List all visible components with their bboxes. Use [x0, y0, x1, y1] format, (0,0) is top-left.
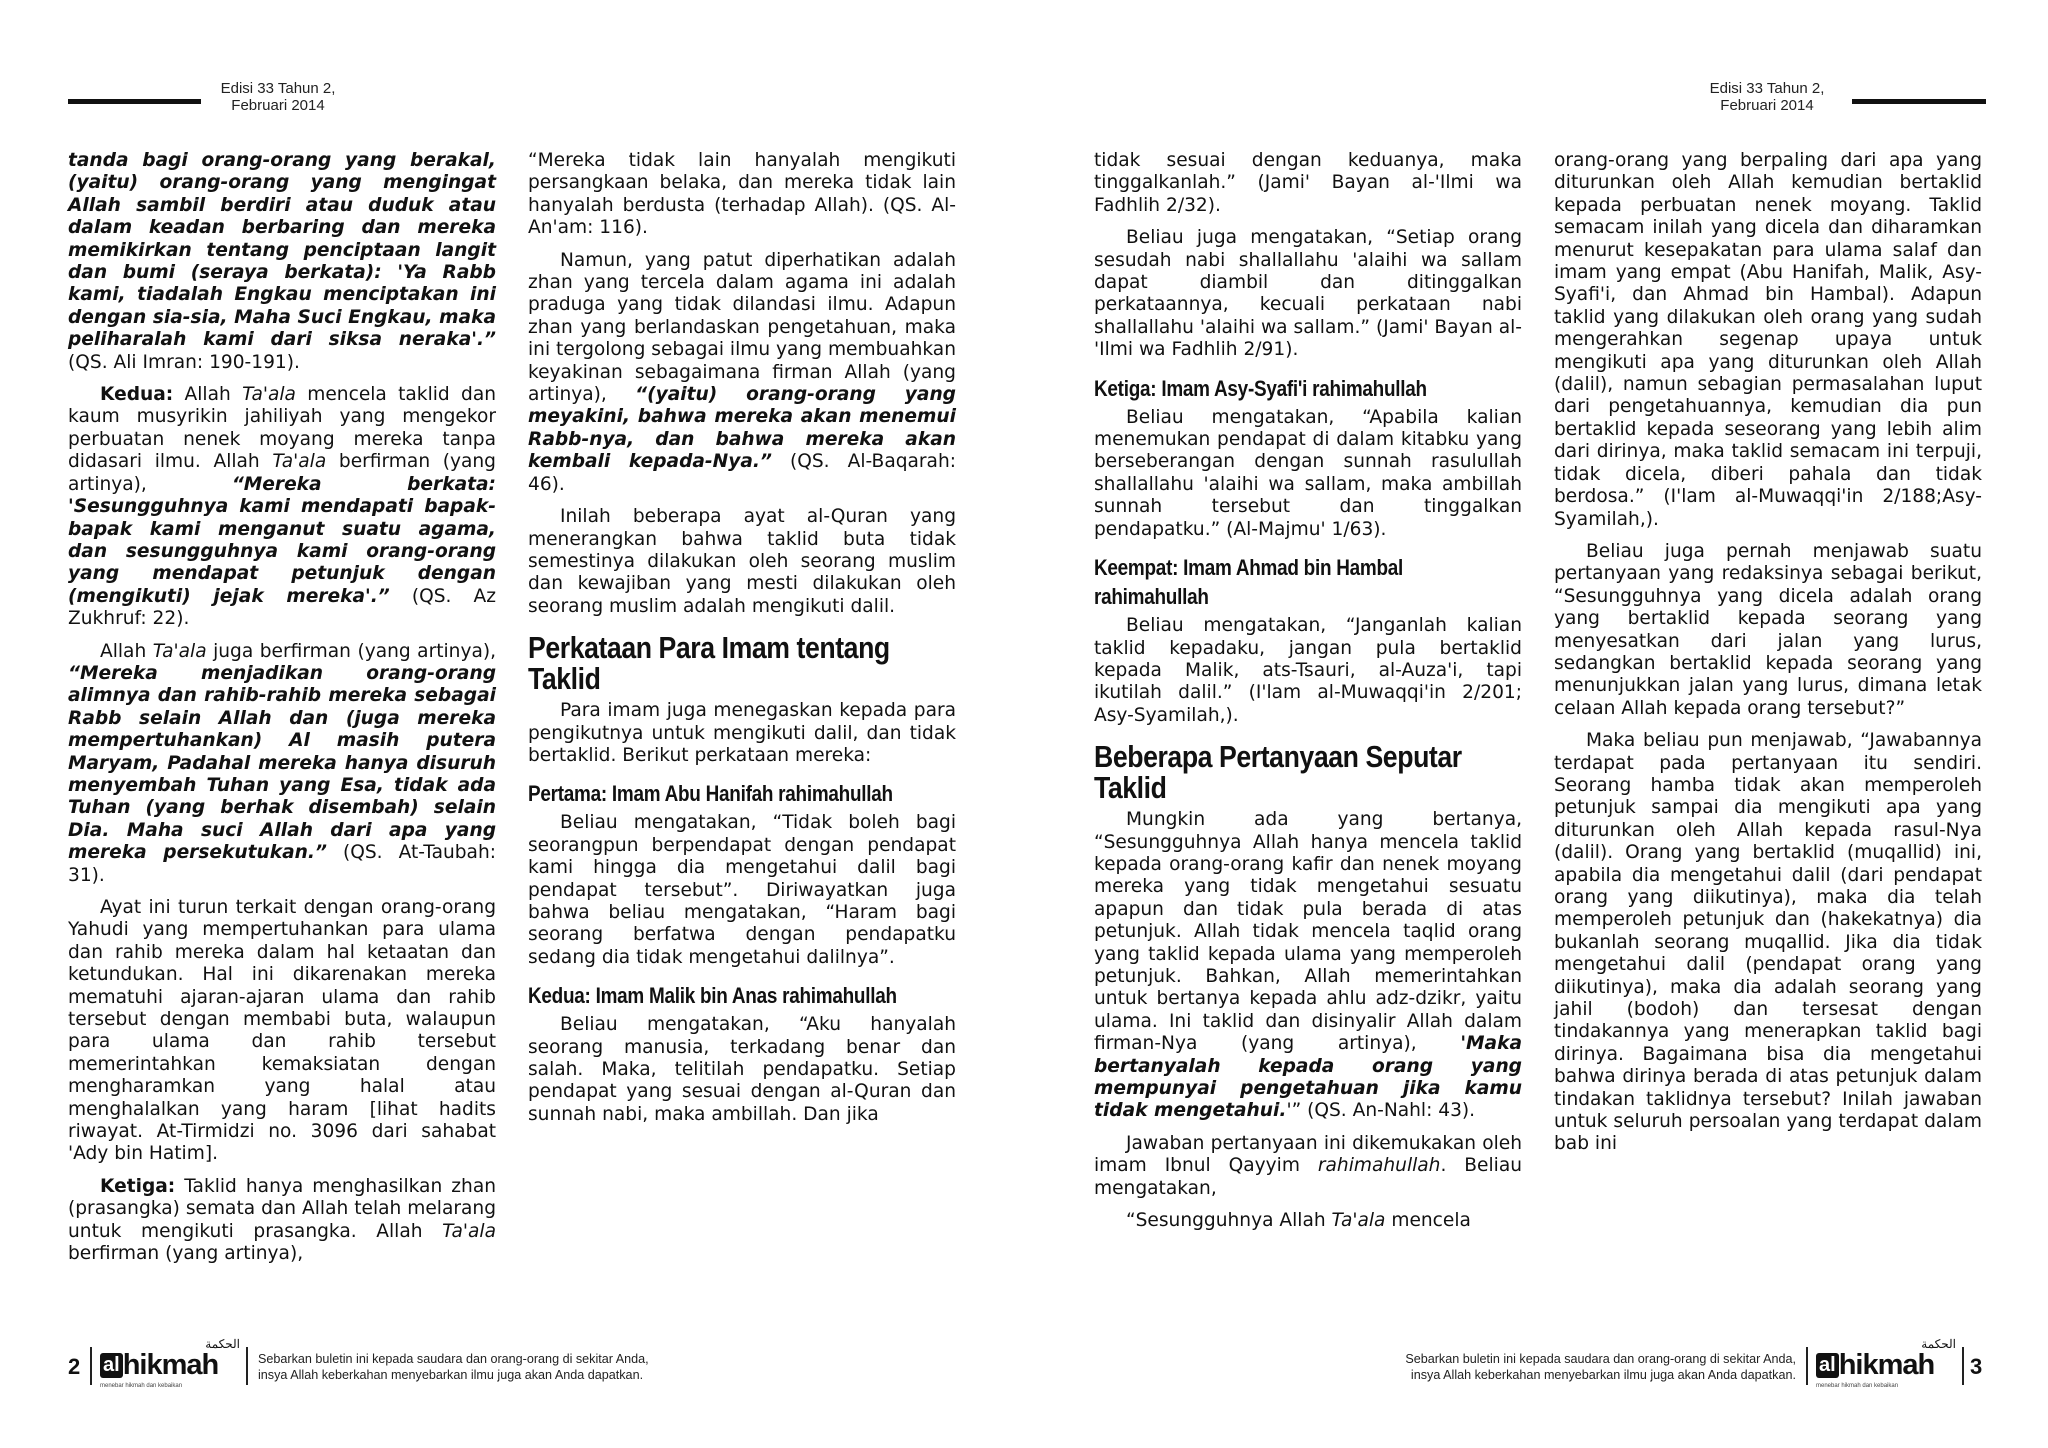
logo-hikmah: hikmah	[1838, 1349, 1935, 1381]
column-3	[1094, 150, 1522, 1232]
header-edition-left	[200, 80, 356, 114]
page-number-left: 2	[68, 1354, 81, 1379]
paragraph: Beliau juga pernah menjawab suatu pertanyaan yang redaksinya sebagai berikut, “Sesungguhnya yang dicela adalah orang yang bertaklid kepada seorang yang menyesatkan dari jalan yang lurus, sedangkan bertaklid kepada seorang yang menunjukkan jalan yang lurus, dimana letak celaan Allah kepada orang tersebut?”	[1554, 540, 1982, 719]
footer-message-left: Sebarkan buletin ini kepada saudara dan orang-orang di sekitar Anda, insya Allah keberkahan menyebarkan ilmu juga akan Anda dapatkan.	[258, 1352, 649, 1382]
header-edition-line1: Edisi 33 Tahun 2,	[220, 80, 336, 97]
column-1	[68, 150, 496, 1266]
subsection-heading: Keempat: Imam Ahmad bin Hambal rahimahullah	[1094, 555, 1404, 610]
paragraph: orang-orang yang berpaling dari apa yang diturunkan oleh Allah kemudian bertaklid kepada perbuatan nenek moyang. Taklid semacam inilah yang dicela dan diharamkan menurut kesepakatan para ulama salaf dan imam yang empat (Abu Hanifah, Malik, Asy-Syafi'i, dan Ahmad bin Hambal). Adapun taklid yang dilakukan oleh orang yang sudah mengerahkan segenap upaya untuk mengikuti apa yang diturunkan oleh Allah (dalil), namun sebagian permasalahan luput dari pengetahuannya, kemudian dia pun bertaklid kepada seseorang yang lebih alim dari dirinya, maka taklid semacam ini terpuji, tidak dicela, diberi pahala dan tidak berdosa.” (I'lam al-Muwaqqi'in 2/188;Asy-Syamilah,).	[1554, 150, 1982, 530]
header-edition-right	[1689, 80, 1845, 114]
footer-divider	[1962, 1347, 1964, 1385]
paragraph: Namun, yang patut diperhatikan adalah zhan yang tercela dalam agama ini adalah praduga yang tidak dilandasi ilmu. Adapun zhan yang berlandaskan pengetahuan, maka ini tergolong sebagai ilmu yang membuahkan keyakinan sebagaimana firman Allah (yang artinya), “(yaitu) orang-orang yang meyakini, bahwa mereka akan menemui Rabb-nya, dan bahwa mereka akan kembali kepada-Nya.” (QS. Al-Baqarah: 46).	[528, 249, 956, 495]
logo-hikmah: hikmah	[122, 1349, 219, 1381]
footer-divider	[1806, 1347, 1808, 1385]
subsection-heading: Kedua: Imam Malik bin Anas rahimahullah	[528, 983, 897, 1009]
footer-message-right: Sebarkan buletin ini kepada saudara dan orang-orang di sekitar Anda, insya Allah keberkahan menyebarkan ilmu juga akan Anda dapatkan.	[1405, 1352, 1796, 1382]
paragraph: tidak sesuai dengan keduanya, maka tinggalkanlah.” (Jami' Bayan al-'Ilmi wa Fadhlih 2/32).	[1094, 150, 1522, 216]
section-heading: Beberapa Pertanyaan Seputar Taklid	[1094, 739, 1462, 806]
paragraph: Beliau mengatakan, “Apabila kalian menemukan pendapat di dalam kitabku yang berseberangan dengan sunnah rasulullah shallallahu 'alaihi wa sallam, maka ambillah sunnah tersebut dan tinggalkan pendapatku.” (Al-Majmu' 1/63).	[1094, 406, 1522, 540]
header-rule-right	[1852, 99, 1986, 104]
subsection-heading: Ketiga: Imam Asy-Syafi'i rahimahullah	[1094, 375, 1427, 401]
logo-arabic: الحكمة	[1921, 1337, 1956, 1351]
column-4	[1554, 150, 1982, 1156]
subsection-heading: Pertama: Imam Abu Hanifah rahimahullah	[528, 781, 893, 807]
logo-tagline: menebar hikmah dan kebaikan	[100, 1383, 183, 1389]
paragraph: Kedua: Allah Ta'ala mencela taklid dan kaum musyrikin jahiliyah yang mengekor perbuatan nenek moyang mereka tanpa didasari ilmu. Allah Ta'ala berfirman (yang artinya), “Mereka berkata: 'Sesungguhnya kami mendapati bapak-bapak kami menganut suatu agama, dan sesungguhnya kami orang-orang yang mendapat petunjuk dengan (mengikuti) jejak mereka'.” (QS. Az Zukhruf: 22).	[68, 384, 496, 630]
paragraph: Beliau mengatakan, “Aku hanyalah seorang manusia, terkadang benar dan salah. Maka, telitilah pendapatku. Setiap pendapat yang sesuai dengan al-Quran dan sunnah nabi, maka ambillah. Dan jika	[528, 1014, 956, 1125]
paragraph: Allah Ta'ala juga berfirman (yang artinya), “Mereka menjadikan orang-orang alimnya dan rahib-rahib mereka sebagai Rabb selain Allah dan (juga mereka mempertuhankan) Al masih putera Maryam, Padahal mereka hanya disuruh menyembah Tuhan yang Esa, tidak ada Tuhan (yang berhak disembah) selain Dia. Maha suci Allah dari apa yang mereka persekutukan.” (QS. At-Taubah: 31).	[68, 640, 497, 886]
footer-divider	[246, 1347, 248, 1385]
paragraph: Para imam juga menegaskan kepada para pengikutnya untuk mengikuti dalil, dan tidak bertaklid. Berikut perkataan mereka:	[528, 700, 956, 766]
header-edition-line2: Februari 2014	[231, 97, 325, 114]
logo-al: al	[100, 1353, 123, 1378]
paragraph: Mungkin ada yang bertanya, “Sesungguhnya Allah hanya mencela taklid kepada orang-orang kafir dan nenek moyang mereka yang tidak mengetahui sesuatu apapun dan tidak pula berada di atas petunjuk. Allah tidak mencela taqlid orang yang taklid kepada ulama yang memperoleh petunjuk. Bahkan, Allah memerintahkan untuk bertanya kepada ahlu adz-dzikr, yaitu ulama. Ini taklid dan disinyalir Allah dalam firman-Nya (yang artinya), 'Maka bertanyalah kepada orang yang mempunyai pengetahuan jika kamu tidak mengetahui.'” (QS. An-Nahl: 43).	[1094, 809, 1522, 1122]
logo-al: al	[1816, 1353, 1839, 1378]
paragraph: Jawaban pertanyaan ini dikemukakan oleh imam Ibnul Qayyim rahimahullah. Beliau mengatakan,	[1094, 1132, 1523, 1199]
header-rule-left	[68, 99, 201, 104]
logo-tagline: menebar hikmah dan kebaikan	[1816, 1383, 1899, 1389]
paragraph: tanda bagi orang-orang yang berakal, (yaitu) orang-orang yang mengingat Allah sambil berdiri atau duduk atau dalam keadan berbaring dan mereka memikirkan tentang penciptaan langit dan bumi (seraya berkata): 'Ya Rabb kami, tiadalah Engkau menciptakan ini dengan sia-sia, Maha Suci Engkau, maka peliharalah kami dari siksa neraka'.” (QS. Ali Imran: 190-191).	[68, 150, 496, 373]
logo-arabic: الحكمة	[205, 1337, 240, 1351]
paragraph: Inilah beberapa ayat al-Quran yang menerangkan bahwa taklid buta tidak semestinya dilakukan oleh seorang muslim dan kewajiban yang mesti dilakukan oleh seorang muslim adalah mengikuti dalil.	[528, 506, 956, 617]
paragraph: “Mereka tidak lain hanyalah mengikuti persangkaan belaka, dan mereka tidak lain hanyalah berdusta (terhadap Allah). (QS. Al-An'am: 116).	[528, 150, 956, 239]
paragraph: Beliau mengatakan, “Tidak boleh bagi seorangpun berpendapat dengan pendapat kami hingga dia mengetahui dalil bagi pendapat tersebut”. Diriwayatkan juga bahwa beliau mengatakan, “Haram bagi seorang berfatwa dengan pendapatku sedang dia tidak mengetahui dalilnya”.	[528, 812, 956, 968]
header-edition-line1: Edisi 33 Tahun 2,	[1709, 80, 1825, 97]
footer-divider	[90, 1347, 92, 1385]
paragraph: Beliau juga mengatakan, “Setiap orang sesudah nabi shallallahu 'alaihi wa sallam dapat diambil dan ditinggalkan perkataannya, kecuali perkataan nabi shallallahu 'alaihi wa sallam.” (Jami' Bayan al-'Ilmi wa Fadhlih 2/91).	[1094, 227, 1522, 361]
paragraph: Maka beliau pun menjawab, “Jawabannya terdapat pada pertanyaan itu sendiri. Seorang hamba tidak akan memperoleh petunjuk sampai dia mengikuti apa yang diturunkan oleh Allah kepada rasul-Nya (dalil). Orang yang bertaklid (muqallid) ini, apabila dia mengetahui dalil (dari pendapat orang yang diikutinya), maka dia telah memperoleh petunjuk dan (hakekatnya) dia bukanlah seorang muqallid. Jika dia tidak mengetahui dalil (pendapat orang yang diikutinya), maka dia adalah seorang yang jahil (bodoh) dan tersesat dengan tindakannya yang menerapkan taklid bagi dirinya. Bagaimana bisa dia mengetahui bahwa dirinya berada di atas petunjuk dalam tindakan taklidnya tersebut? Inilah jawaban untuk seluruh persoalan yang terdapat dalam bab ini	[1554, 730, 1982, 1155]
alhikmah-logo-left	[100, 1337, 240, 1389]
column-2	[528, 150, 956, 1126]
alhikmah-logo-right	[1816, 1337, 1956, 1389]
paragraph: Beliau mengatakan, “Janganlah kalian taklid kepadaku, jangan pula bertaklid kepada Malik, ats-Tsauri, al-Auza'i, tapi ikutilah dalil.” (I'lam al-Muwaqqi'in 2/201; Asy-Syamilah,).	[1094, 615, 1522, 726]
paragraph: Ayat ini turun terkait dengan orang-orang Yahudi yang mempertuhankan para ulama dan rahib mereka dalam hal ketaatan dan ketundukan. Hal ini dikarenakan mereka mematuhi ajaran-ajaran ulama dan rahib tersebut dengan membabi buta, walaupun para ulama dan rahib tersebut memerintahkan kemaksiatan dengan mengharamkan yang halal atau menghalalkan yang haram [lihat hadits riwayat. At-Tirmidzi no. 3096 dari sahabat 'Ady bin Hatim].	[68, 897, 496, 1165]
paragraph: “Sesungguhnya Allah Ta'ala mencela	[1126, 1210, 1471, 1232]
paragraph: Ketiga: Taklid hanya menghasilkan zhan (prasangka) semata dan Allah telah melarang untuk mengikuti prasangka. Allah Ta'ala berfirman (yang artinya),	[68, 1175, 496, 1265]
header-edition-line2: Februari 2014	[1720, 97, 1814, 114]
page-number-right: 3	[1970, 1354, 1983, 1379]
section-heading: Perkataan Para Imam tentang Taklid	[528, 630, 890, 697]
